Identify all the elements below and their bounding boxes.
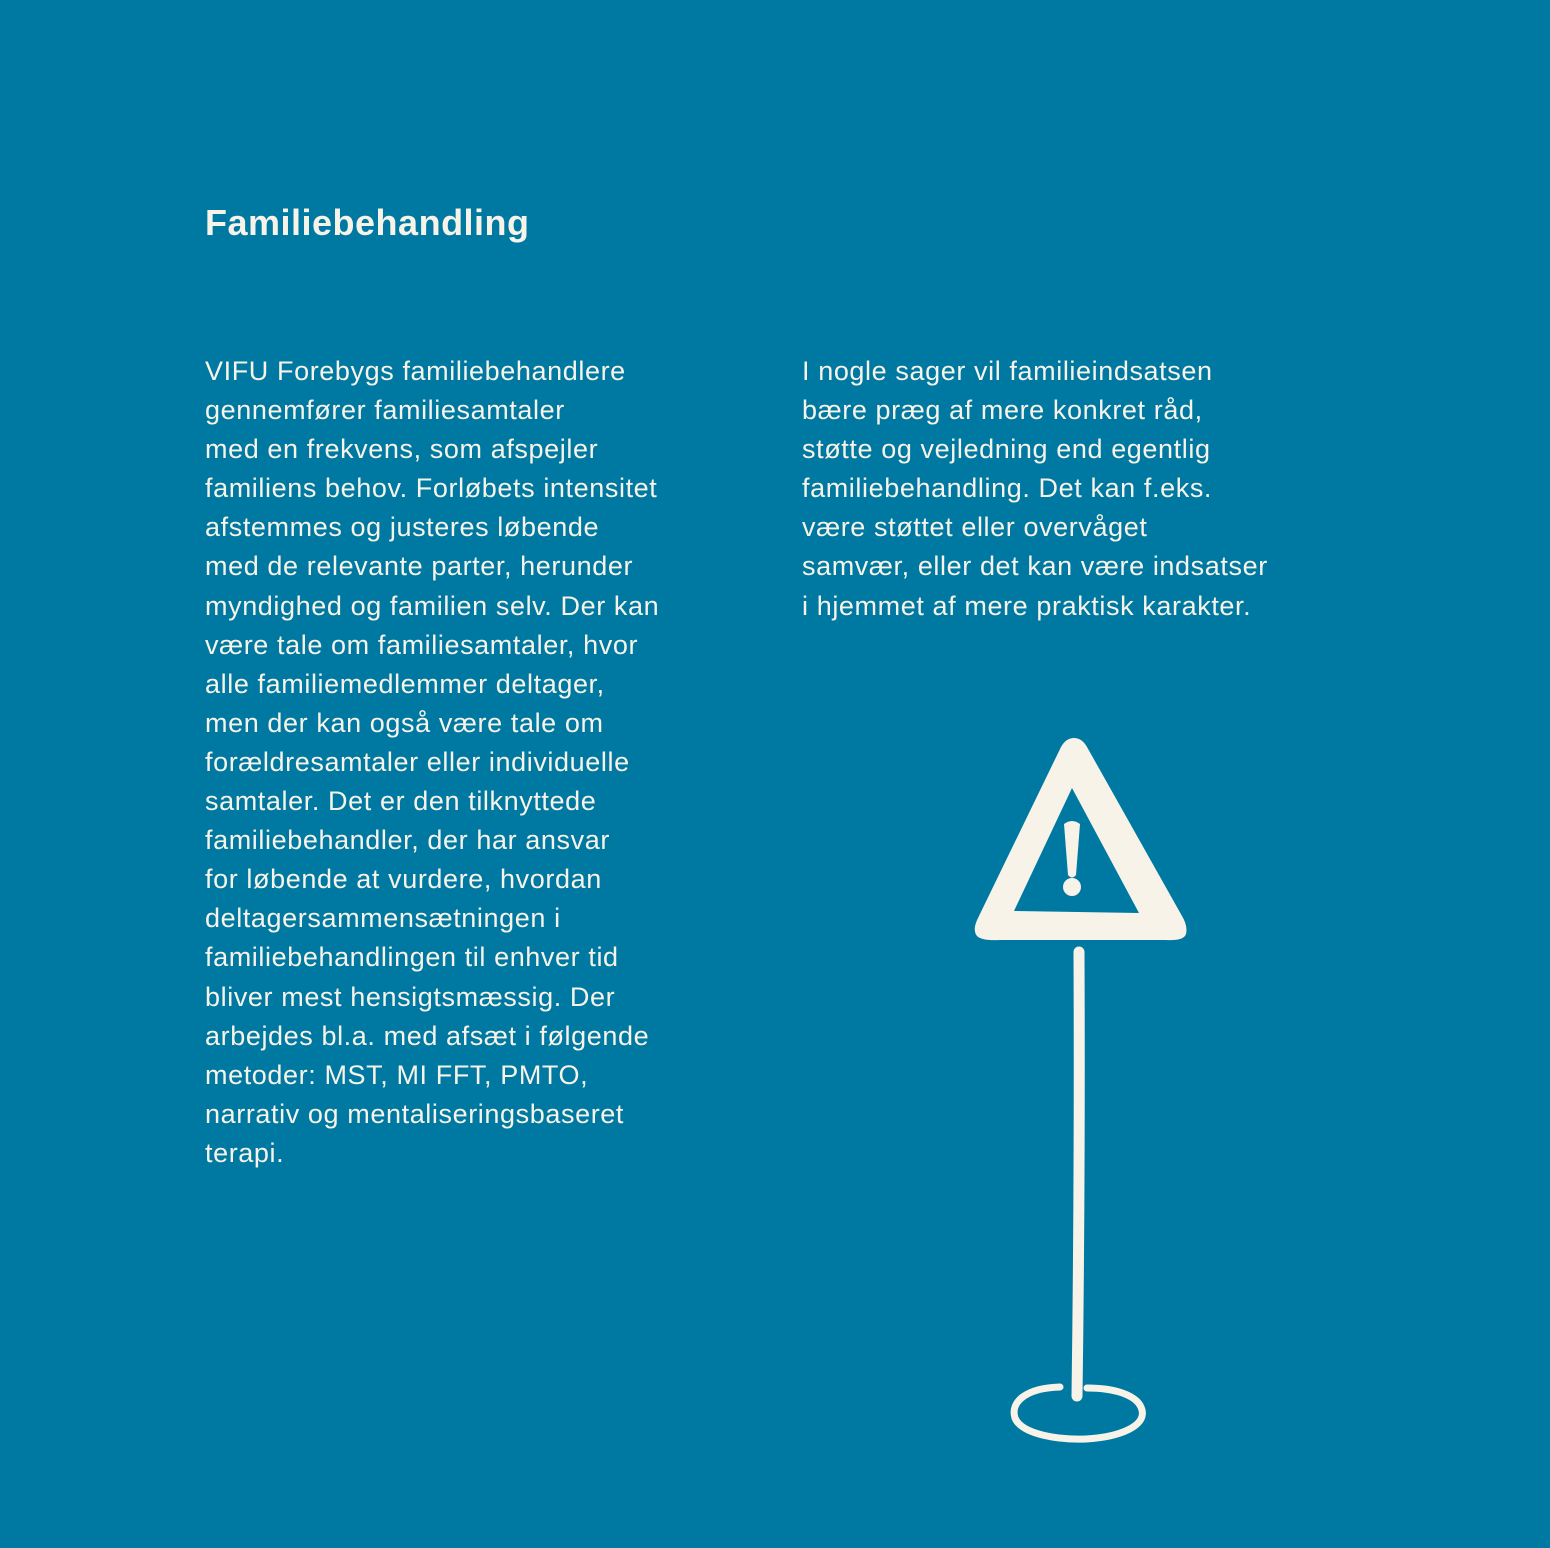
- paragraph-line: terapi.: [205, 1137, 285, 1168]
- right-text-column: [802, 352, 1382, 626]
- paragraph-line: med de relevante parter, herunder: [205, 551, 634, 582]
- paragraph-line: familiens behov. Forløbets intensitet: [205, 473, 658, 504]
- paragraph-line: narrativ og mentaliseringsbaseret: [205, 1098, 624, 1129]
- paragraph-line: i hjemmet af mere praktisk karakter.: [802, 590, 1252, 621]
- paragraph-line: gennemfører familiesamtaler: [205, 395, 565, 426]
- paragraph-line: myndighed og familien selv. Der kan: [205, 590, 660, 621]
- paragraph-line: bliver mest hensigtsmæssig. Der: [205, 981, 616, 1012]
- paragraph-line: I nogle sager vil familieindsatsen: [802, 356, 1213, 386]
- paragraph-line: bære præg af mere konkret råd,: [802, 395, 1203, 426]
- paragraph-line: samtaler. Det er den tilknyttede: [205, 786, 597, 817]
- left-text-column: [205, 352, 765, 1173]
- paragraph-line: samvær, eller det kan være indsatser: [802, 551, 1268, 582]
- paragraph-line: for løbende at vurdere, hvordan: [205, 864, 602, 895]
- paragraph-line: metoder: MST, MI FFT, PMTO,: [205, 1059, 589, 1090]
- paragraph-line: alle familiemedlemmer deltager,: [205, 668, 605, 699]
- paragraph-line: men der kan også være tale om: [205, 707, 604, 738]
- paragraph-line: deltagersammensætningen i: [205, 903, 561, 934]
- paragraph-line: familiebehandler, der har ansvar: [205, 825, 610, 856]
- paragraph-line: arbejdes bl.a. med afsæt i følgende: [205, 1020, 650, 1051]
- paragraph-line: støtte og vejledning end egentlig: [802, 434, 1211, 465]
- paragraph-line: VIFU Forebygs familiebehandlere: [205, 356, 626, 386]
- paragraph-line: forældresamtaler eller individuelle: [205, 746, 630, 777]
- paragraph-line: være tale om familiesamtaler, hvor: [205, 629, 639, 660]
- page-title: Familiebehandling: [205, 202, 530, 243]
- paragraph-line: afstemmes og justeres løbende: [205, 512, 600, 543]
- exclamation-dot: [1063, 878, 1081, 896]
- paragraph-line: familiebehandling. Det kan f.eks.: [802, 473, 1213, 504]
- paragraph-line: familiebehandlingen til enhver tid: [205, 942, 619, 973]
- warning-sign-icon: [960, 730, 1200, 1450]
- paragraph-line: med en frekvens, som afspejler: [205, 434, 599, 465]
- sign-pole: [1077, 952, 1079, 1396]
- paragraph-line: være støttet eller overvåget: [802, 512, 1148, 543]
